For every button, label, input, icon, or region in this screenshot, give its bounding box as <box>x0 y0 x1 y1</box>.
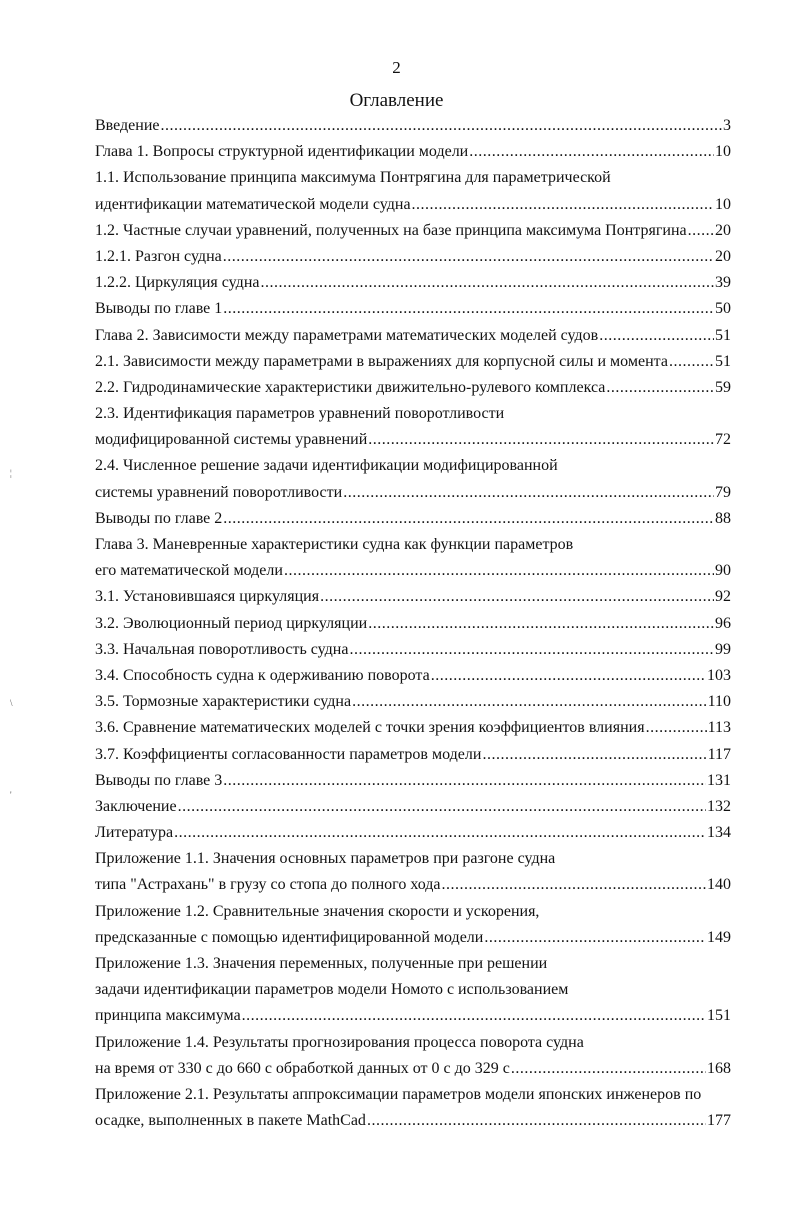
toc-entry-line-final <box>95 139 731 165</box>
toc-entry <box>95 244 731 270</box>
toc-page-number: 39 <box>715 274 731 292</box>
toc-entry-line <box>95 165 731 191</box>
toc-entry-line-final <box>95 584 731 610</box>
toc-leader-dots <box>412 192 714 218</box>
toc-page-number: 50 <box>715 300 731 318</box>
toc-entry-text: Выводы по главе 2 <box>95 509 223 527</box>
margin-mark: ' <box>10 790 12 800</box>
toc-page-number: 134 <box>707 824 731 842</box>
toc-leader-dots <box>431 663 706 689</box>
toc-entry-line-final <box>95 1003 731 1029</box>
toc-entry <box>95 951 731 1030</box>
toc-page-number: 10 <box>715 143 731 161</box>
toc-entry-text: Приложение 2.1. Результаты аппроксимации параметров модели японских инженеров по <box>95 1085 702 1103</box>
toc-entry-line-final <box>95 244 731 270</box>
toc-entry-text: идентификации математической модели судна <box>95 195 411 213</box>
toc-leader-dots <box>320 584 714 610</box>
toc-entry <box>95 401 731 453</box>
toc-page-number: 110 <box>707 693 731 711</box>
toc-entry-line-final <box>95 427 731 453</box>
toc-leader-dots <box>284 558 714 584</box>
toc-entry-line-final <box>95 113 731 139</box>
toc-page-number: 103 <box>707 666 731 684</box>
toc-leader-dots <box>482 742 706 768</box>
toc-page-number: 88 <box>715 509 731 527</box>
toc-page-number: 131 <box>707 771 731 789</box>
toc-entry-text: предсказанные с помощью идентифицированной модели <box>95 928 484 946</box>
toc-entry <box>95 165 731 217</box>
toc-entry <box>95 584 731 610</box>
toc-entry-text: 3.6. Сравнение математических моделей с точки зрения коэффициентов влияния <box>95 719 645 737</box>
toc-entry-text: 3.3. Начальная поворотливость судна <box>95 640 349 658</box>
toc-entry-line-final <box>95 480 731 506</box>
toc-entry-line-final <box>95 558 731 584</box>
toc-entry <box>95 1082 731 1134</box>
toc-entry-text: его математической модели <box>95 562 283 580</box>
toc-entry <box>95 218 731 244</box>
toc-entry-line-final <box>95 611 731 637</box>
toc-entry-text: Глава 1. Вопросы структурной идентификации модели <box>95 143 469 161</box>
toc-entry-text: модифицированной системы уравнений <box>95 431 368 449</box>
toc-leader-dots <box>174 820 706 846</box>
toc-leader-dots <box>511 1056 706 1082</box>
toc-entry <box>95 689 731 715</box>
toc-entry-line <box>95 532 731 558</box>
toc-leader-dots <box>161 113 723 139</box>
toc-entry-line-final <box>95 715 731 741</box>
toc-entry-text: 2.4. Численное решение задачи идентификации модифицированной <box>95 457 558 475</box>
toc-page-number: 51 <box>715 326 731 344</box>
toc-entry-line-final <box>95 820 731 846</box>
toc-entry-text: 1.2.2. Циркуляция судна <box>95 274 260 292</box>
toc-leader-dots <box>223 244 714 270</box>
toc-entry <box>95 611 731 637</box>
toc-leader-dots <box>343 480 714 506</box>
toc-leader-dots <box>368 611 714 637</box>
toc-entry-line <box>95 453 731 479</box>
toc-leader-dots <box>669 349 714 375</box>
toc-entry-text: 1.2.1. Разгон судна <box>95 247 222 265</box>
toc-entry <box>95 323 731 349</box>
toc-entry-text: 2.1. Зависимости между параметрами в выражениях для корпусной силы и момента <box>95 352 668 370</box>
toc-entry <box>95 506 731 532</box>
toc-entry-line <box>95 951 731 977</box>
toc-leader-dots <box>646 715 707 741</box>
toc-entry <box>95 899 731 951</box>
toc-page-number: 92 <box>715 588 731 606</box>
toc-entry <box>95 768 731 794</box>
toc-leader-dots <box>178 794 706 820</box>
toc-entry-line-final <box>95 192 731 218</box>
toc-entry-text: осадке, выполненных в пакете MathCad <box>95 1112 366 1130</box>
toc-leader-dots <box>242 1003 706 1029</box>
toc-entry <box>95 1030 731 1082</box>
page-title: Оглавление <box>349 90 444 111</box>
toc-entry-text: Выводы по главе 3 <box>95 771 223 789</box>
toc-entry-line <box>95 899 731 925</box>
toc-leader-dots <box>688 218 714 244</box>
toc-entry-line-final <box>95 323 731 349</box>
toc-page-number: 117 <box>707 745 731 763</box>
toc-entry <box>95 820 731 846</box>
toc-entry-line-final <box>95 349 731 375</box>
toc-entry-text: Приложение 1.2. Сравнительные значения скорости и ускорения, <box>95 902 540 920</box>
toc-leader-dots <box>223 768 706 794</box>
toc-entry-line-final <box>95 768 731 794</box>
toc-entry-line <box>95 846 731 872</box>
toc-entry <box>95 742 731 768</box>
toc-entry <box>95 296 731 322</box>
toc-leader-dots <box>260 270 714 296</box>
toc-entry <box>95 794 731 820</box>
toc-entry <box>95 139 731 165</box>
toc-entry <box>95 532 731 584</box>
table-of-contents <box>95 113 731 1134</box>
toc-entry-line-final <box>95 506 731 532</box>
toc-entry-text: Приложение 1.1. Значения основных параметров при разгоне судна <box>95 850 556 868</box>
toc-entry <box>95 113 731 139</box>
toc-entry-text: 2.3. Идентификация параметров уравнений поворотливости <box>95 405 505 423</box>
toc-leader-dots <box>352 689 707 715</box>
toc-entry <box>95 453 731 505</box>
toc-entry-line-final <box>95 1056 731 1082</box>
toc-entry <box>95 715 731 741</box>
toc-entry-text: задачи идентификации параметров модели Номото с использованием <box>95 981 569 999</box>
toc-leader-dots <box>599 323 714 349</box>
toc-entry-text: системы уравнений поворотливости <box>95 483 343 501</box>
toc-entry-text: Глава 3. Маневренные характеристики судна как функции параметров <box>95 536 574 553</box>
toc-page-number: 90 <box>715 562 731 580</box>
toc-entry <box>95 846 731 898</box>
toc-entry-text: 3.1. Установившаяся циркуляция <box>95 588 320 606</box>
toc-entry-line-final <box>95 296 731 322</box>
toc-entry <box>95 349 731 375</box>
toc-page-number: 96 <box>715 614 731 632</box>
toc-leader-dots <box>469 139 714 165</box>
toc-entry-text: 2.2. Гидродинамические характеристики движительно-рулевого комплекса <box>95 378 606 396</box>
toc-entry <box>95 270 731 296</box>
toc-entry-text: Выводы по главе 1 <box>95 300 223 318</box>
toc-entry-text: на время от 330 с до 660 с обработкой данных от 0 с до 329 с <box>95 1059 510 1077</box>
toc-leader-dots <box>223 296 714 322</box>
toc-page-number: 72 <box>715 431 731 449</box>
toc-entry <box>95 637 731 663</box>
toc-page-number: 140 <box>707 876 731 894</box>
toc-entry-line-final <box>95 637 731 663</box>
toc-page-number: 3 <box>723 117 731 134</box>
toc-entry-text: принципа максимума <box>95 1007 241 1025</box>
toc-leader-dots <box>484 925 706 951</box>
toc-entry-line-final <box>95 1108 731 1134</box>
toc-leader-dots <box>349 637 714 663</box>
toc-page-number: 51 <box>715 352 731 370</box>
toc-entry-text: 3.5. Тормозные характеристики судна <box>95 693 352 711</box>
toc-entry-text: Приложение 1.3. Значения переменных, полученные при решении <box>95 955 548 972</box>
toc-leader-dots <box>223 506 714 532</box>
toc-entry-line-final <box>95 218 731 244</box>
toc-entry-line-final <box>95 742 731 768</box>
toc-entry-text: Заключение <box>95 797 177 815</box>
toc-page-number: 20 <box>715 247 731 265</box>
toc-entry-text: Глава 2. Зависимости между параметрами математических моделей судов <box>95 326 599 344</box>
toc-entry-line-final <box>95 872 731 898</box>
page-number: 2 <box>392 58 401 77</box>
toc-entry-line <box>95 977 731 1003</box>
margin-mark: \ <box>10 698 13 708</box>
toc-page-number: 79 <box>715 483 731 501</box>
toc-page-number: 149 <box>707 928 731 946</box>
toc-leader-dots <box>367 1108 706 1134</box>
toc-entry-text: 1.1. Использование принципа максимума Понтрягина для параметрической <box>95 169 611 187</box>
toc-entry-text: Литература <box>95 824 174 842</box>
toc-page-number: 132 <box>707 797 731 815</box>
toc-entry-text: 3.2. Эволюционный период циркуляции <box>95 614 368 632</box>
toc-page-number: 151 <box>707 1007 731 1025</box>
toc-page-number: 113 <box>707 719 731 737</box>
toc-page-number: 10 <box>715 195 731 213</box>
toc-page-number: 99 <box>715 640 731 658</box>
toc-page-number: 59 <box>715 378 731 396</box>
toc-entry-line <box>95 1030 731 1056</box>
toc-entry-text: типа "Астрахань" в грузу со стопа до полного хода <box>95 876 441 894</box>
toc-page-number: 168 <box>707 1059 731 1077</box>
toc-entry-text: Введение <box>95 117 160 134</box>
toc-leader-dots <box>442 872 707 898</box>
toc-entry-line-final <box>95 794 731 820</box>
toc-entry-text: 3.7. Коэффициенты согласованности параметров модели <box>95 745 482 763</box>
toc-entry-line-final <box>95 689 731 715</box>
toc-entry-line-final <box>95 270 731 296</box>
toc-entry <box>95 375 731 401</box>
toc-entry-text: Приложение 1.4. Результаты прогнозирования процесса поворота судна <box>95 1033 584 1051</box>
toc-entry <box>95 663 731 689</box>
toc-entry-line-final <box>95 663 731 689</box>
toc-entry-line <box>95 1082 731 1108</box>
toc-leader-dots <box>606 375 714 401</box>
toc-leader-dots <box>368 427 714 453</box>
toc-entry-line-final <box>95 925 731 951</box>
toc-entry-text: 1.2. Частные случаи уравнений, полученных на базе принципа максимума Понтрягина <box>95 221 687 239</box>
toc-page-number: 20 <box>715 221 731 239</box>
toc-entry-line-final <box>95 375 731 401</box>
toc-entry-text: 3.4. Способность судна к одерживанию поворота <box>95 666 430 684</box>
margin-mark: ¦ <box>10 468 12 478</box>
toc-entry-line <box>95 401 731 427</box>
toc-page-number: 177 <box>707 1112 731 1130</box>
